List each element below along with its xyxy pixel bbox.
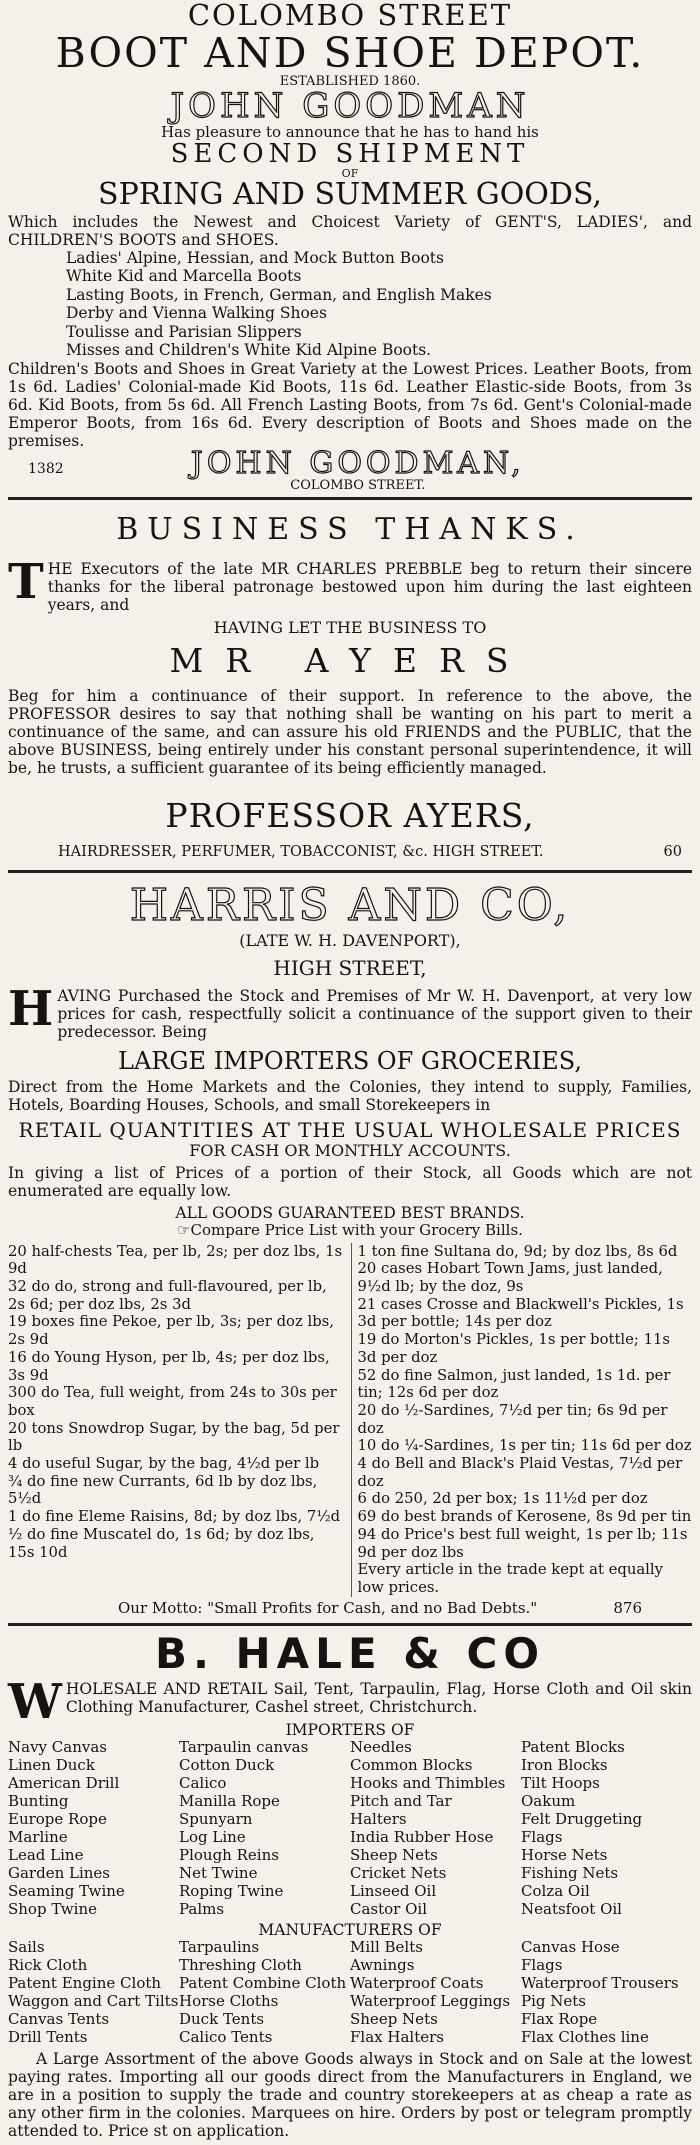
price-list-right (351, 1243, 693, 1597)
signature-row (8, 445, 692, 494)
list-item: Oakum (521, 1792, 576, 1811)
list-item: Derby and Vienna Walking Shoes (66, 304, 327, 323)
ad-title: HARRIS AND CO, (129, 879, 571, 931)
list-item: White Kid and Marcella Boots (66, 267, 302, 286)
list-item: 10 do ¼-Sardines, 1s per tin; 11s 6d per doz (357, 1437, 692, 1455)
business-thanks-ad (8, 514, 692, 860)
drop-cap: H (8, 980, 54, 1037)
list-item: Flags (521, 1828, 563, 1847)
established-text: ESTABLISHED 1860. (279, 74, 421, 90)
list-item: Needles (350, 1738, 412, 1757)
divider (8, 1623, 692, 1626)
list-item: Patent Blocks (521, 1738, 625, 1757)
list-item: Calico Tents (179, 2028, 273, 2047)
executors-paragraph (8, 553, 692, 614)
drop-cap: T (8, 553, 44, 610)
paragraph-text: HOLESALE AND RETAIL Sail, Tent, Tarpaulin, Flag, Horse Cloth and Oil skin Clothing Manufacturer, Cashel street, Christchurch. (65, 1679, 692, 1716)
list-item: 20 do ½-Sardines, 7½d per tin; 6s 9d per doz (357, 1401, 668, 1437)
list-item: Hooks and Thimbles (350, 1774, 506, 1793)
list-item: Plough Reins (179, 1846, 279, 1865)
announce-text: Has pleasure to announce that he has to hand his (161, 122, 539, 141)
list-item: Navy Canvas (8, 1738, 107, 1757)
list-item: Sails (8, 1938, 45, 1957)
list-item: Tarpaulin canvas (179, 1738, 309, 1757)
list-item: Tarpaulins (179, 1938, 260, 1957)
list-item: 1 ton fine Sultana do, 9d; by doz lbs, 8s 6d (357, 1242, 678, 1260)
professor-heading: PROFESSOR AYERS, (165, 795, 535, 835)
goods-heading: SPRING AND SUMMER GOODS, (98, 177, 602, 213)
list-item: 4 do useful Sugar, by the bag, 4½d per lb (8, 1455, 320, 1473)
late-text: (LATE W. H. DAVENPORT), (239, 930, 461, 950)
paragraph-text: HE Executors of the late MR CHARLES PREBBLE beg to return their sincere thanks for the liberal patronage bestowed upon him during the last eighteen years, and (47, 559, 692, 614)
list-item: Pig Nets (521, 1992, 586, 2011)
divider (8, 497, 692, 500)
ad-ref-number: 60 (663, 843, 682, 860)
list-item: Shop Twine (8, 1900, 97, 1919)
closing-text: A Large Assortment of the above Goods always in Stock and on Sale at the lowest paying rates. Importing all our goods direct from the Manufacturers in England, we are in a position to supply the trade and country storekeepers at as cheap a rate as any other firm in the colonies. Marquees on hire. Orders by post or telegram promptly attended to. Price st on application. (8, 2050, 692, 2141)
motto-text: Our Motto: "Small Profits for Cash, and no Bad Debts." (118, 1598, 538, 1617)
list-item: Flax Clothes line (521, 2028, 649, 2047)
list-item: 300 do Tea, full weight, from 24s to 30s per box (8, 1384, 337, 1419)
list-item: Drill Tents (8, 2028, 88, 2047)
list-item: Rick Cloth (8, 1956, 88, 1975)
list-item: Spunyarn (179, 1810, 253, 1829)
mr-ayers-heading: MR AYERS (169, 641, 531, 681)
paragraph-text: AVING Purchased the Stock and Premises of Mr W. H. Davenport, at very low prices for cash, respectfully solicit a continuance of the support given to their predecessor. Being (57, 986, 692, 1041)
ad-street: COLOMBO STREET (187, 0, 513, 32)
list-item: 20 half-chests Tea, per lb, 2s; per doz lbs, 1s 9d (8, 1242, 343, 1278)
list-item: Garden Lines (8, 1864, 110, 1883)
list-item: Net Twine (179, 1864, 258, 1883)
divider (8, 870, 692, 873)
paragraph-text: Direct from the Home Markets and the Colonies, they intend to supply, Families, Hotels, Boarding Houses, Schools, and small Storekeepers in (8, 1077, 692, 1114)
list-item: Neatsfoot Oil (521, 1900, 622, 1919)
list-item: Roping Twine (179, 1882, 284, 1901)
of-text: OF (341, 166, 359, 180)
list-item: Marline (8, 1828, 68, 1847)
list-item: Tilt Hoops (521, 1774, 600, 1793)
list-item: Linseed Oil (350, 1882, 437, 1901)
shipment-heading: SECOND SHIPMENT (170, 138, 530, 169)
list-item: Sheep Nets (350, 2010, 438, 2029)
list-item: Manilla Rope (179, 1792, 280, 1811)
boot-list (8, 249, 692, 360)
list-item: 20 tons Snowdrop Sugar, by the bag, 5d per lb (8, 1419, 340, 1455)
list-item: Linen Duck (8, 1756, 95, 1775)
drop-cap: W (8, 1673, 62, 1730)
list-item: Misses and Children's White Kid Alpine Boots. (66, 341, 432, 360)
signature-name: JOHN GOODMAN, (190, 445, 525, 481)
importers-heading: LARGE IMPORTERS OF GROCERIES, (118, 1046, 582, 1075)
list-item: 19 boxes fine Pekoe, per lb, 3s; per doz lbs, 2s 9d (8, 1313, 334, 1349)
retail-heading: RETAIL QUANTITIES AT THE USUAL WHOLESALE PRICES (18, 1117, 682, 1142)
importers-grid (8, 1738, 692, 1918)
list-item: Waterproof Leggings (350, 1992, 511, 2011)
signature (64, 445, 652, 494)
list-item: ½ do fine Muscatel do, 1s 6d; by doz lbs, 15s 10d (8, 1525, 315, 1561)
ad-title: BOOT AND SHOE DEPOT. (55, 29, 645, 78)
trades-row (8, 844, 692, 860)
ad-title: BUSINESS THANKS. (116, 512, 584, 548)
list-item: Common Blocks (350, 1756, 473, 1775)
list-item: Horse Nets (521, 1846, 608, 1865)
price-list-left (8, 1243, 343, 1597)
list-item: Waterproof Trousers (521, 1974, 679, 1993)
list-item: Flax Halters (350, 2028, 444, 2047)
list-item: Patent Engine Cloth (8, 1974, 162, 1993)
list-item: 19 do Morton's Pickles, 1s per bottle; 11s 3d per doz (357, 1331, 671, 1366)
list-item: Europe Rope (8, 1810, 107, 1829)
list-item: Toulisse and Parisian Slippers (66, 322, 302, 341)
having-let-text: HAVING LET THE BUSINESS TO (213, 617, 487, 637)
paragraph-text: In giving a list of Prices of a portion of their Stock, all Goods which are not enumerated are equally low. (8, 1163, 692, 1200)
ad-title: B. HALE & CO (154, 1628, 546, 1678)
list-item: 21 cases Crosse and Blackwell's Pickles, 1s 3d per bottle; 14s per doz (357, 1295, 684, 1331)
motto-row (8, 1599, 692, 1617)
manufacturers-grid (8, 1938, 692, 2046)
list-item: Halters (350, 1810, 407, 1829)
list-item: 94 do Price's best full weight, 1s per lb; 11s 9d per doz lbs (357, 1525, 688, 1561)
ad-ref-number: 1382 (28, 460, 64, 477)
list-item: Lead Line (8, 1846, 84, 1865)
list-item: Waterproof Coats (350, 1974, 484, 1993)
list-item: Ladies' Alpine, Hessian, and Mock Button Boots (66, 248, 444, 267)
list-item: Fishing Nets (521, 1864, 619, 1883)
guarantee-text: ALL GOODS GUARANTEED BEST BRANDS. (175, 1203, 525, 1222)
list-item: Lasting Boots, in French, German, and English Makes (66, 285, 492, 304)
proprietor-name: JOHN GOODMAN (170, 86, 530, 127)
list-item: Canvas Hose (521, 1938, 620, 1957)
list-item: Duck Tents (179, 2010, 265, 2029)
list-item: Palms (179, 1900, 225, 1919)
boot-depot-ad (8, 0, 692, 493)
list-item: Bunting (8, 1792, 69, 1811)
list-item: India Rubber Hose (350, 1828, 494, 1847)
list-item: Mill Belts (350, 1938, 423, 1957)
list-item: Felt Druggeting (521, 1810, 643, 1829)
intro-text: Which includes the Newest and Choicest Variety of GENT'S, LADIES', and CHILDREN'S BOOTS and SHOES. (8, 212, 692, 249)
list-item: Castor Oil (350, 1900, 428, 1919)
list-item: Flags (521, 1956, 563, 1975)
list-item: Log Line (179, 1828, 246, 1847)
signature-street: COLOMBO STREET. (290, 478, 426, 494)
list-item: 4 do Bell and Black's Plaid Vestas, 7½d per doz (357, 1455, 683, 1490)
list-item: 16 do Young Hyson, per lb, 4s; per doz lbs, 3s 9d (8, 1348, 330, 1384)
list-item: Cotton Duck (179, 1756, 275, 1775)
list-item: American Drill (8, 1774, 120, 1793)
harris-co-ad (8, 879, 692, 1617)
list-item: ¾ do fine new Currants, 6d lb by doz lbs, 5½d (8, 1472, 318, 1508)
importers-heading: IMPORTERS OF (285, 1720, 415, 1739)
list-item: Patent Combine Cloth (179, 1974, 347, 1993)
ad-ref-number: 876 (613, 1598, 642, 1617)
list-item: Flax Rope (521, 2010, 598, 2029)
list-item: Horse Cloths (179, 1992, 279, 2011)
prices-text: Children's Boots and Shoes in Great Variety at the Lowest Prices. Leather Boots, from 1s 6d. Ladies' Colonial-made Kid Boots, 11s 6d. Leather Elastic-side Boots, from 3s 6d. Kid Boots, from 5s 6d. All French Lasting Boots, from 7s 6d. Gent's Colonial-made Emperor Boots, from 16s 6d. Every description of Boots and Shoes made on the premises. (8, 359, 692, 450)
list-item: Seaming Twine (8, 1882, 125, 1901)
list-item: 1 do fine Eleme Raisins, 8d; by doz lbs, 7½d (8, 1508, 341, 1526)
compare-line (8, 1220, 692, 1239)
list-item: Awnings (350, 1956, 415, 1975)
list-item: Colza Oil (521, 1882, 590, 1901)
list-item: Sheep Nets (350, 1846, 438, 1865)
list-item: 69 do best brands of Kerosene, 8s 9d per tin (357, 1508, 692, 1526)
having-paragraph (8, 980, 692, 1041)
street-text: HIGH STREET, (273, 955, 427, 980)
list-item: Every article in the trade kept at equally low prices. (357, 1561, 664, 1596)
list-item: Iron Blocks (521, 1756, 608, 1775)
hale-co-ad (8, 1628, 692, 2141)
list-item: Waggon and Cart Tilts (8, 1992, 179, 2011)
list-item: 20 cases Hobart Town Jams, just landed, 9½d lb; by the doz, 9s (357, 1260, 663, 1296)
manufacturers-heading: MANUFACTURERS OF (258, 1921, 442, 1940)
trades-text: HAIRDRESSER, PERFUMER, TOBACCONIST, &c. HIGH STREET. (58, 843, 544, 860)
list-item: Pitch and Tar (350, 1792, 452, 1811)
list-item: Calico (179, 1774, 227, 1793)
pointing-hand-icon: ☞ (177, 1220, 191, 1239)
list-item: Canvas Tents (8, 2010, 110, 2029)
paragraph-text: Beg for him a continuance of their support. In reference to the above, the PROFESSOR desires to say that nothing shall be wanting on his part to merit a continuance of the same, and can assure his old FRIENDS and the PUBLIC, that the above BUSINESS, being entirely under his constant personal superintendence, it will be, he trusts, a sufficient guarantee of its being efficiently managed. (8, 686, 692, 777)
list-item: 52 do fine Salmon, just landed, 1s 1d. per tin; 12s 6d per doz (357, 1366, 671, 1402)
list-item: 32 do do, strong and full-flavoured, per lb, 2s 6d; per doz lbs, 2s 3d (8, 1278, 327, 1313)
cash-text: FOR CASH OR MONTHLY ACCOUNTS. (189, 1140, 511, 1160)
list-item: Cricket Nets (350, 1864, 447, 1883)
list-item: Threshing Cloth (179, 1956, 302, 1975)
list-item: 6 do 250, 2d per box; 1s 11½d per doz (357, 1490, 648, 1508)
price-list (8, 1243, 692, 1597)
compare-text: Compare Price List with your Grocery Bills. (190, 1220, 523, 1239)
